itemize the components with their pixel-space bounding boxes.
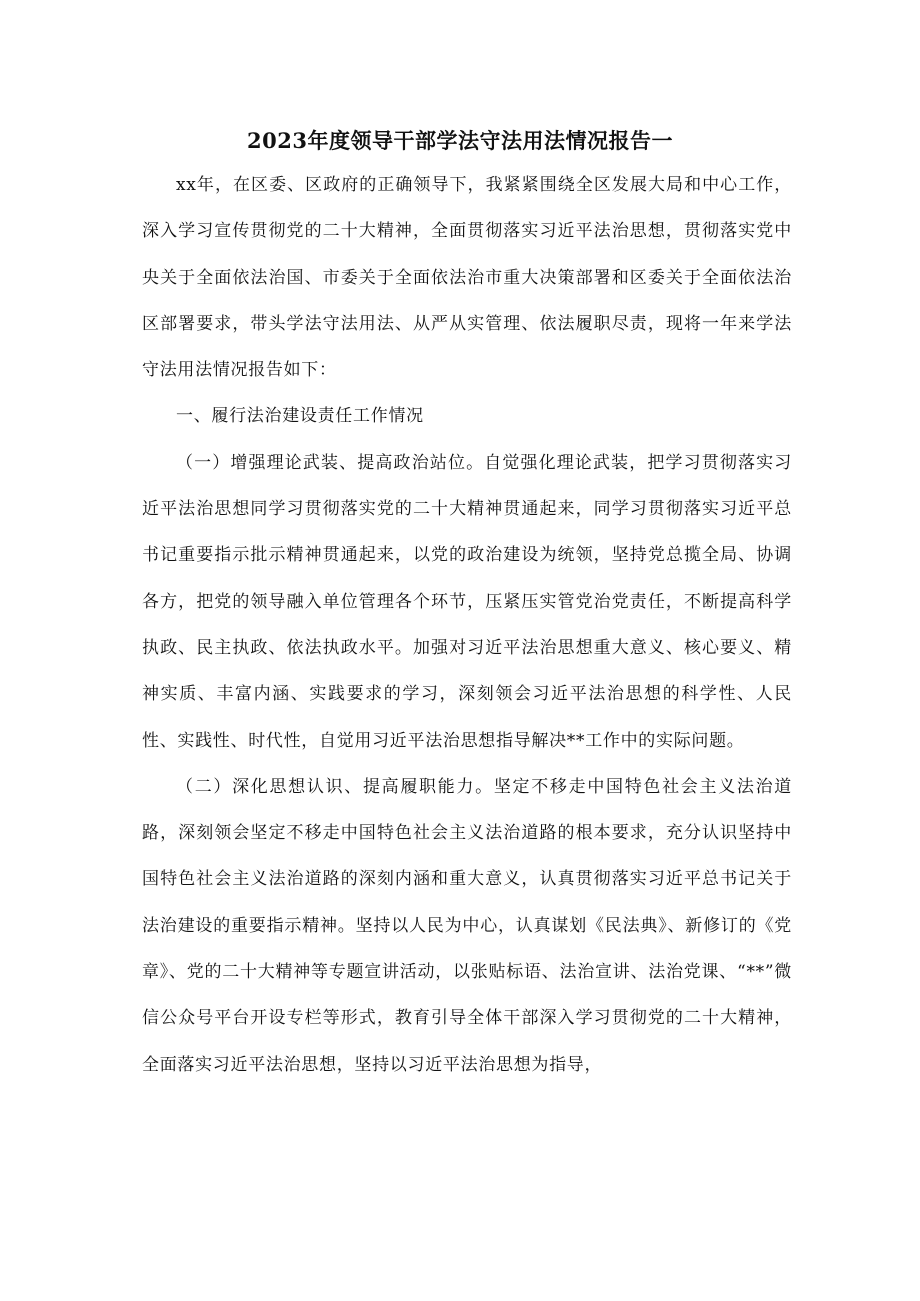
item-one-paragraph: （一）增强理论武装、提高政治站位。自觉强化理论武装，把学习贯彻落实习近平法治思想同学习贯彻落实党的二十大精神贯通起来，同学习贯彻落实习近平总书记重要指示批示精神贯通起来，以党的政治建设为统领，坚持党总揽全局、协调各方，把党的领导融入单位管理各个环节，压紧压实管党治党责任，不断提高科学执政、民主执政、依法执政水平。加强对习近平法治思想重大意义、核心要义、精神实质、丰富内涵、实践要求的学习，深刻领会习近平法治思想的科学性、人民性、实践性、时代性，自觉用习近平法治思想指导解决**工作中的实际问题。 bbox=[142, 452, 792, 751]
section-heading: 一、履行法治建设责任工作情况 bbox=[176, 406, 424, 427]
item-two-paragraph: （二）深化思想认识、提高履职能力。坚定不移走中国特色社会主义法治道路，深刻领会坚定不移走中国特色社会主义法治道路的根本要求，充分认识坚持中国特色社会主义法治道路的深刻内涵和重大意义，认真贯彻落实习近平总书记关于法治建设的重要指示精神。坚持以人民为中心，认真谋划《民法典》、新修订的《党章》、党的二十大精神等专题宣讲活动，以张贴标语、法治宣讲、法治党课、“**”微信公众号平台开设专栏等形式，教育引导全体干部深入学习贯彻党的二十大精神，全面落实习近平法治思想，坚持以习近平法治思想为指导， bbox=[142, 776, 792, 1075]
document-body bbox=[142, 138, 792, 1088]
document-title: 2023年度领导干部学法守法用法情况报告一 bbox=[247, 128, 673, 153]
intro-paragraph: xx年，在区委、区政府的正确领导下，我紧紧围绕全区发展大局和中心工作，深入学习宣传贯彻党的二十大精神，全面贯彻落实习近平法治思想，贯彻落实党中央关于全面依法治国、市委关于全面依法治市重大决策部署和区委关于全面依法治区部署要求，带头学法守法用法、从严从实管理、依法履职尽责，现将一年来学法守法用法情况报告如下： bbox=[142, 175, 792, 381]
